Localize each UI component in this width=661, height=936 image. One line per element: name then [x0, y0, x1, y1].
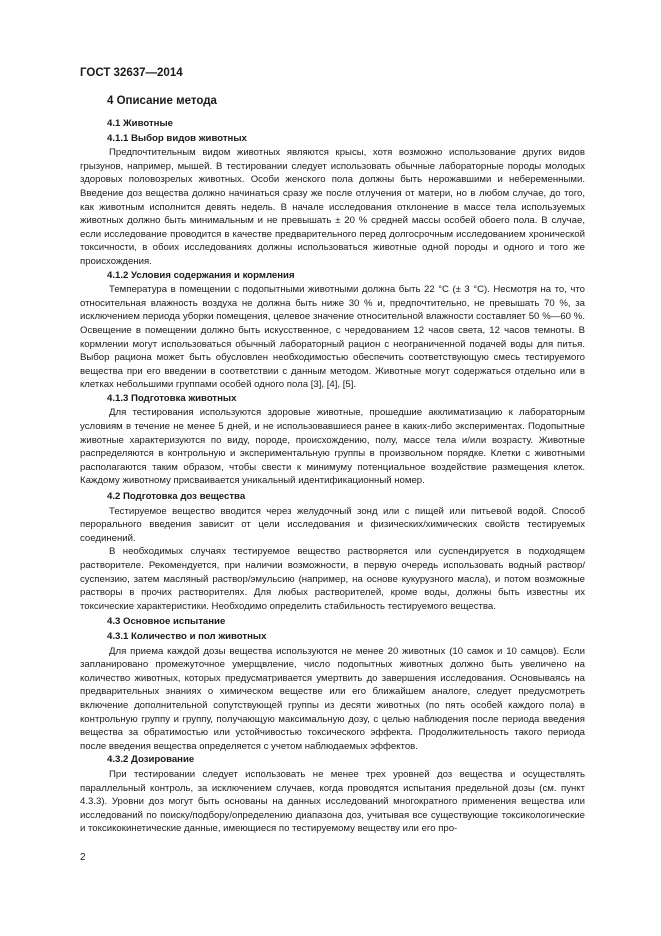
- section-4-1-1-paragraph: Предпочтительным видом животных являются крысы, хотя возможно использование других видов грызунов, например, мышей. В тестировании следует использовать обычные лабораторные породы молодых здоровых половозрелых животных. Особи женского пола должны быть нерожавшими и небеременными. Введение доз вещества должно начинаться сразу же после отлучения от матери, но в любом случае, до того, как животным исполнится девять недель. В начале исследования отклонение в массе тела используемых животных должно быть минимальным и не превышать ± 20 % средней массы особей обоего пола. В случае, если исследование проводится в качестве предварительного перед долгосрочным исследованием хронической токсичности, в обоих исследованиях должны использоваться животные одной породы и одного и того же происхождения.: [80, 147, 585, 267]
- section-4-3-title: 4.3 Основное испытание: [107, 616, 226, 628]
- section-4-1-1-title: 4.1.1 Выбор видов животных: [107, 132, 247, 144]
- section-4-3-1-title: 4.3.1 Количество и пол животных: [107, 630, 267, 642]
- section-4-1-3-paragraph: Для тестирования используются здоровые животные, прошедшие акклиматизацию к лабораторным условиям в течение не менее 5 дней, и не использовавшиеся ранее в каких-либо экспериментах. Подопытные животные характеризуются по виду, породе, происхождению, полу, массе тела и/или возрасту. Животные распределяются в контрольную и экспериментальную группы в произвольном порядке. Клетки с животными располагаются таким образом, чтобы свести к минимуму потенциальное воздействие размещения клеток. Каждому животному присваивается уникальный идентификационный номер.: [80, 407, 585, 487]
- standard-code-header: ГОСТ 32637—2014: [80, 67, 183, 79]
- section-4-1-2-paragraph: Температура в помещении с подопытными животными должна быть 22 °С (± 3 °С). Несмотря на то, что относительная влажность воздуха не должна быть ниже 30 % и, предпочтительно, не превышать 70 %, за исключением периода уборки помещения, целевое значение относительной влажности составляет 50 %—60 %. Освещение в помещении должно быть искусственное, с чередованием 12 часов света, 12 часов темноты. В кормлении могут использоваться обычный лабораторный рацион с неограниченной подачей воды для питья. Выбор рациона может быть обусловлен необходимостью обеспечить соответствующую смесь тестируемого вещества при его введении в соответствии с данным методом. Животные могут содержаться отдельно или в клетках небольшими группами особей одного пола [3], [4], [5].: [80, 284, 585, 391]
- section-4-1-2-title: 4.1.2 Условия содержания и кормления: [107, 269, 295, 281]
- section-4-title: 4 Описание метода: [107, 95, 217, 107]
- section-4-1-title: 4.1 Животные: [107, 118, 173, 129]
- section-4-1-3-title: 4.1.3 Подготовка животных: [107, 392, 237, 404]
- section-4-3-2-paragraph: При тестировании следует использовать не менее трех уровней доз вещества и осуществлять параллельный контроль, за исключением случаев, когда проводятся испытания предельной дозы (см. пункт 4.3.3). Уровни доз могут быть основаны на данных исследований многократного применения вещества или исследований по поиску/подбору/определению диапазона доз, учитывая все существующие токсикологические и токсикокинетические данные, имеющиеся по тестируемому веществу или его про-: [80, 768, 585, 835]
- section-4-3-1-paragraph: Для приема каждой дозы вещества используются не менее 20 животных (10 самок и 10 самцов). Если запланировано промежуточное умерщвление, число подопытных животных должно быть увеличено на количество животных, которых предусматривается умертвить до завершения исследования. Основываясь на предварительных знаниях о химическом веществе или его ближайшем аналоге, следует предусмотреть включение дополнительной сопутствующей группы из десяти животных (по пять особей каждого пола) в контрольную группу и группу, получающую максимальную дозу, с целью наблюдения после периода введения вещества за обратимостью или устойчивостью токсического эффекта. Продолжительность такого периода после введения вещества определяется с учетом наблюдаемых эффектов.: [80, 645, 585, 752]
- section-4-2-title: 4.2 Подготовка доз вещества: [107, 491, 246, 503]
- page-number: 2: [80, 852, 86, 863]
- section-4-2-paragraph-1: Тестируемое вещество вводится через желудочный зонд или с пищей или питьевой водой. Способ перорального введения зависит от цели исследования и физических/химических свойств тестируемых соединений.: [80, 505, 585, 544]
- section-4-3-2-title: 4.3.2 Дозирование: [107, 754, 195, 766]
- page-content: [80, 94, 585, 836]
- section-4-2-paragraph-2: В необходимых случаях тестируемое вещество растворяется или суспендируется в подходящем растворителе. Рекомендуется, при наличии возможности, в первую очередь использовать водный раствор/суспензию, затем масляный раствор/эмульсию (например, на основе кукурузного масла), и потом возможные растворы в прочих растворителях. Для любых растворителей, кроме воды, должны быть известны их токсические характеристики. Необходимо определить стабильность тестируемого вещества.: [80, 546, 585, 612]
